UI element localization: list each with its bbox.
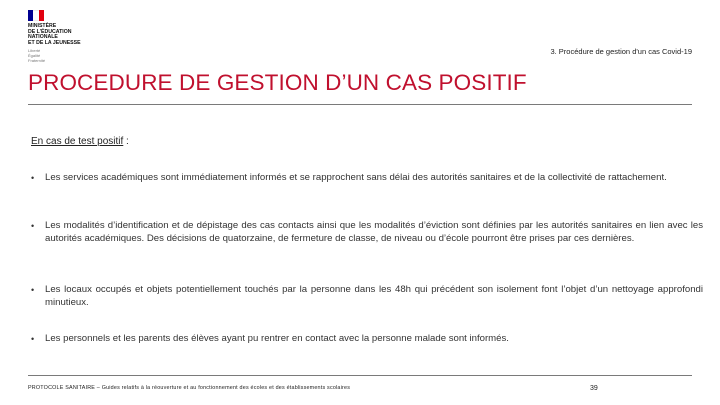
bullet-item	[31, 284, 703, 309]
bullet-item	[31, 172, 703, 185]
french-flag-icon	[28, 10, 44, 21]
footer-text: PROTOCOLE SANITAIRE – Guides relatifs à la réouverture et au fonctionnement des écoles et des établissements scolaires	[28, 385, 351, 391]
intro-text	[31, 136, 129, 147]
bullet-text: Les personnels et les parents des élèves ayant pu rentrer en contact avec la personne malade sont informés.	[45, 333, 509, 344]
bullet-text: Les locaux occupés et objets potentiellement touchés par la personne dans les 48h qui précédent son isolement font l’objet d’un nettoyage approfondi minutieux.	[45, 284, 703, 308]
bullet-text: Les services académiques sont immédiatement informés et se rapprochent sans délai des autorités sanitaires et de la collectivité de rattachement.	[45, 172, 667, 183]
title-divider	[28, 104, 692, 105]
bullet-item	[31, 220, 703, 245]
republic-motto: Liberté Égalité Fraternité	[28, 48, 46, 63]
bullet-item	[31, 333, 703, 346]
intro-suffix: :	[123, 136, 129, 147]
ministry-logo	[28, 10, 108, 63]
footer-divider	[28, 375, 692, 376]
page-title: PROCEDURE DE GESTION D’UN CAS POSITIF	[28, 70, 527, 95]
ministry-name: MINISTÈRE DE L'ÉDUCATION NATIONALE ET DE LA JEUNESSE	[28, 23, 81, 46]
bullet-text: Les modalités d’identification et de dépistage des cas contacts ainsi que les modalités d’éviction sont définies par les autorités sanitaires en lien avec les autorités académiques. Des décisions de quatorzaine, de fermeture de classe, de niveau ou d’école pourront être prises par ces dernières.	[45, 220, 703, 244]
section-breadcrumb: 3. Procédure de gestion d'un cas Covid-19	[550, 47, 692, 56]
intro-label: En cas de test positif	[31, 136, 124, 147]
bullet-icon: •	[31, 221, 35, 231]
bullet-icon: •	[31, 285, 35, 295]
bullet-icon: •	[31, 334, 35, 344]
page-number: 39	[590, 385, 598, 392]
bullet-icon: •	[31, 173, 35, 183]
